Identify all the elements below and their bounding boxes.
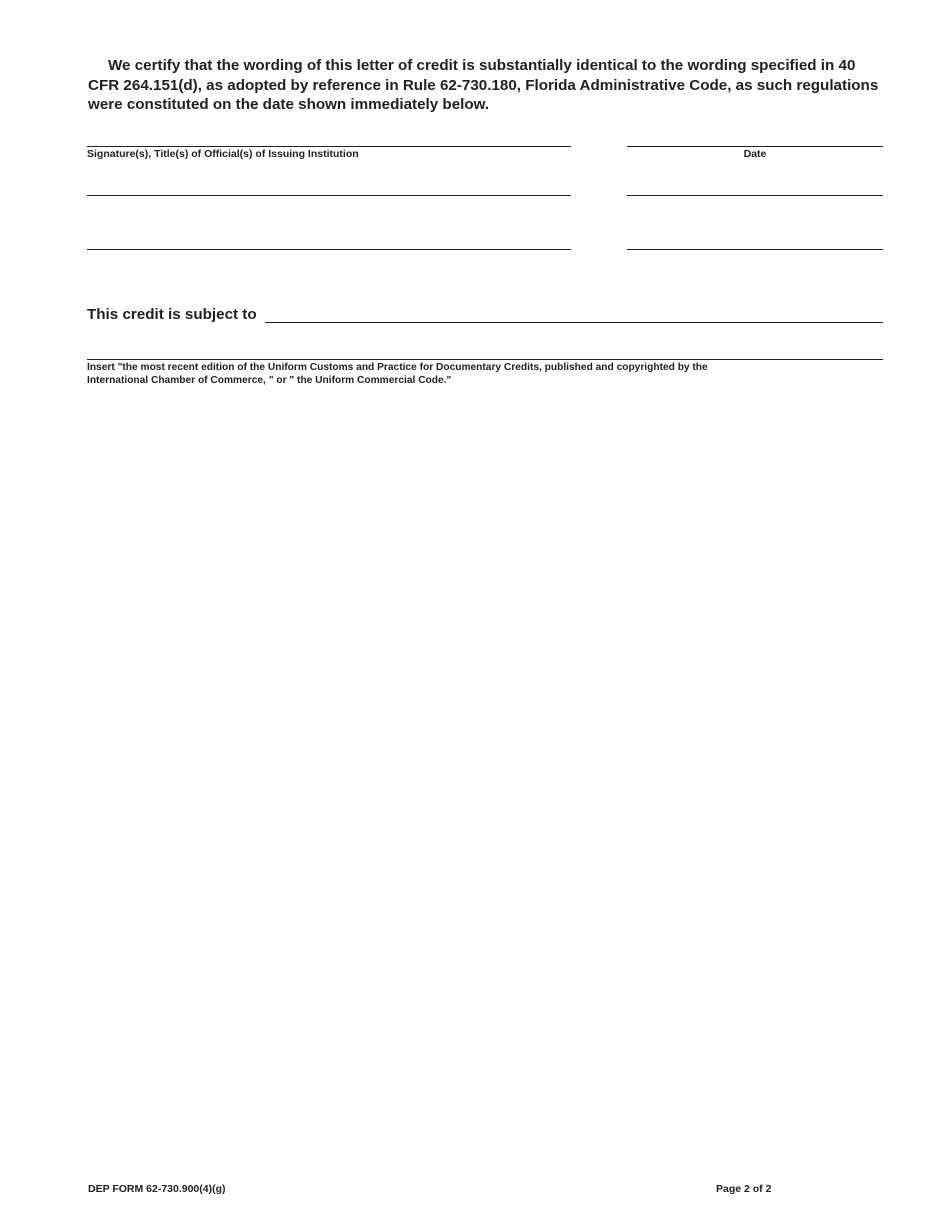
subject-input-line[interactable] — [265, 322, 883, 323]
insert-note-line-1: Insert "the most recent edition of the Uniform Customs and Practice for Documentary Credits, published and copyrighted by the — [87, 362, 708, 373]
insert-note-divider — [87, 359, 883, 360]
date-line-2[interactable] — [627, 195, 883, 196]
subject-label: This credit is subject to — [87, 306, 257, 323]
insert-note — [87, 362, 847, 387]
signature-line-1[interactable] — [87, 146, 571, 147]
date-line-3[interactable] — [627, 249, 883, 250]
signature-line-2[interactable] — [87, 195, 571, 196]
insert-note-line-2: International Chamber of Commerce, " or " the Uniform Commercial Code." — [87, 374, 452, 386]
page-number: Page 2 of 2 — [716, 1183, 772, 1195]
signature-line-3[interactable] — [87, 249, 571, 250]
form-id: DEP FORM 62-730.900(4)(g) — [88, 1183, 226, 1195]
date-line-1[interactable] — [627, 146, 883, 147]
signature-caption: Signature(s), Title(s) of Official(s) of Issuing Institution — [87, 148, 359, 160]
certification-statement: We certify that the wording of this letter of credit is substantially identical to the wording specified in 40 CFR 264.151(d), as adopted by reference in Rule 62-730.180, Florida Administrative Code, as such regulations were constituted on the date shown immediately below. — [88, 57, 879, 113]
date-caption: Date — [743, 148, 767, 160]
